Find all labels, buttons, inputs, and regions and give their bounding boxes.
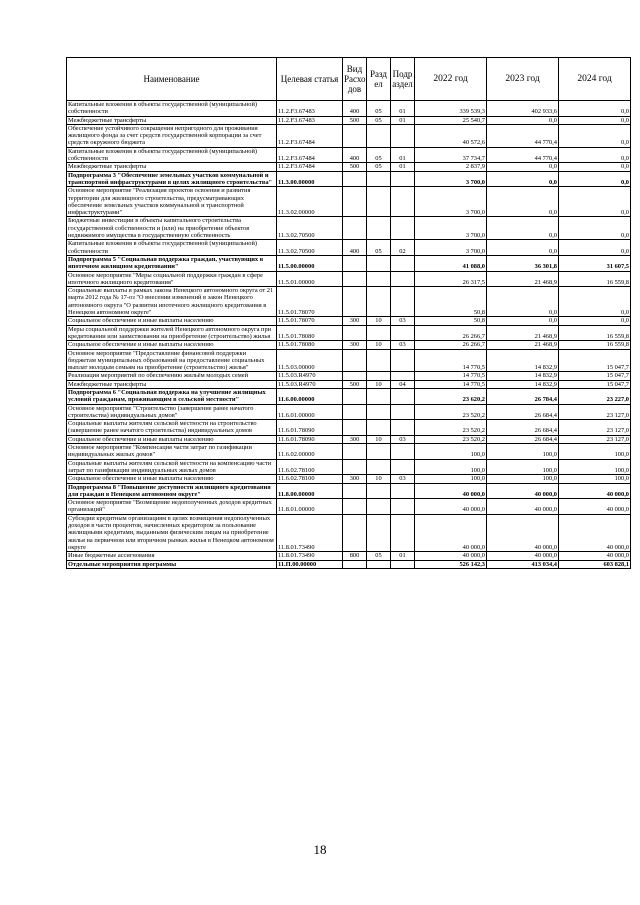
cell-expense-type <box>343 404 367 420</box>
cell-expense-type <box>343 271 367 287</box>
cell-name: Социальные выплаты жителям сельской местности на строительство (завершение ранее начатого строительства) индивидуальных домов <box>67 420 277 436</box>
cell-subsection: 03 <box>391 317 415 325</box>
cell-subsection: 01 <box>391 552 415 560</box>
table-row <box>67 388 631 404</box>
cell-name: Основное мероприятие "Реализация проектов освоения и развития территории для жилищного строительства, предусматривающих обеспечение земельных участков коммунальной и транспортной инфраструктурами" <box>67 187 277 217</box>
cell-year-2024: 23 127,0 <box>559 404 631 420</box>
cell-name: Подпрограмма 5 "Социальная поддержка граждан, участвующих в ипотечном жилищном кредитовании" <box>67 255 277 271</box>
cell-name: Иные бюджетные ассигнования <box>67 552 277 560</box>
cell-subsection <box>391 404 415 420</box>
cell-target-article: 11.2.F3.67483 <box>277 101 343 117</box>
cell-year-2024: 0,0 <box>559 171 631 187</box>
cell-target-article: 11.6.02.78100 <box>277 475 343 483</box>
cell-year-2023: 0,0 <box>487 240 559 256</box>
cell-name: Социальные выплаты жителям сельской местности на компенсацию части затрат по газификации индивидуальных жилых домов <box>67 459 277 475</box>
cell-subsection <box>391 271 415 287</box>
cell-year-2024: 40 000,0 <box>559 514 631 551</box>
cell-year-2022: 100,0 <box>415 459 487 475</box>
header-year-2023: 2023 год <box>487 58 559 101</box>
header-section: Разд ел <box>367 58 391 101</box>
table-row <box>67 287 631 317</box>
cell-name: Меры социальной поддержки жителей Ненецкого автономного округа при кредитовании или заимствовании на приобретение (строительство) жилья <box>67 325 277 341</box>
cell-year-2024: 0,0 <box>559 187 631 217</box>
cell-expense-type: 500 <box>343 163 367 171</box>
cell-target-article: 11.6.00.00000 <box>277 388 343 404</box>
cell-subsection: 04 <box>391 380 415 388</box>
cell-subsection <box>391 187 415 217</box>
table-row <box>67 325 631 341</box>
cell-expense-type <box>343 420 367 436</box>
cell-year-2022: 25 540,7 <box>415 116 487 124</box>
table-row <box>67 499 631 515</box>
cell-target-article: 11.2.F3.67484 <box>277 147 343 163</box>
table-row <box>67 116 631 124</box>
cell-section <box>367 287 391 317</box>
cell-year-2024: 31 607,5 <box>559 255 631 271</box>
table-row <box>67 124 631 147</box>
table-row <box>67 317 631 325</box>
cell-year-2023: 40 000,0 <box>487 483 559 499</box>
cell-target-article: 11.2.F3.67484 <box>277 163 343 171</box>
cell-expense-type: 300 <box>343 317 367 325</box>
cell-year-2024: 0,0 <box>559 163 631 171</box>
cell-subsection <box>391 255 415 271</box>
cell-year-2022: 3 700,0 <box>415 171 487 187</box>
cell-target-article: 11.6.01.78090 <box>277 420 343 436</box>
table-row <box>67 147 631 163</box>
cell-expense-type: 400 <box>343 101 367 117</box>
cell-section <box>367 349 391 372</box>
cell-expense-type: 500 <box>343 380 367 388</box>
cell-target-article: 11.6.02.78100 <box>277 459 343 475</box>
cell-year-2024: 40 000,0 <box>559 552 631 560</box>
cell-year-2024: 40 000,0 <box>559 499 631 515</box>
header-year-2024: 2024 год <box>559 58 631 101</box>
cell-section: 05 <box>367 163 391 171</box>
cell-year-2022: 40 000,0 <box>415 499 487 515</box>
cell-name: Основное мероприятие "Предоставление финансовой поддержки бюджетам муниципальных образований на предоставление социальных выплат молодым семьям на приобретение (строительство) жилья" <box>67 349 277 372</box>
cell-target-article: 11.5.03.R4970 <box>277 372 343 380</box>
cell-year-2022: 40 572,6 <box>415 124 487 147</box>
cell-section <box>367 560 391 568</box>
cell-section: 05 <box>367 147 391 163</box>
cell-expense-type: 300 <box>343 475 367 483</box>
cell-expense-type <box>343 187 367 217</box>
cell-section <box>367 420 391 436</box>
cell-section <box>367 499 391 515</box>
cell-subsection: 03 <box>391 475 415 483</box>
table-row <box>67 514 631 551</box>
header-expense-type: Вид Расхо дов <box>343 58 367 101</box>
cell-section <box>367 459 391 475</box>
cell-name: Капитальные вложения в объекты государственной (муниципальной) собственности <box>67 240 277 256</box>
cell-year-2023: 21 468,9 <box>487 341 559 349</box>
cell-expense-type <box>343 171 367 187</box>
cell-year-2022: 50,8 <box>415 287 487 317</box>
cell-year-2022: 23 520,2 <box>415 420 487 436</box>
cell-target-article: 11.5.00.00000 <box>277 255 343 271</box>
cell-target-article: 11.5.01.78070 <box>277 287 343 317</box>
cell-target-article: 11.6.02.00000 <box>277 444 343 460</box>
cell-expense-type <box>343 444 367 460</box>
cell-year-2023: 40 000,0 <box>487 514 559 551</box>
table-row <box>67 552 631 560</box>
cell-year-2023: 0,0 <box>487 116 559 124</box>
cell-year-2024: 0,0 <box>559 317 631 325</box>
cell-section: 10 <box>367 435 391 443</box>
cell-year-2023: 402 933,6 <box>487 101 559 117</box>
cell-subsection: 01 <box>391 163 415 171</box>
cell-year-2022: 14 770,5 <box>415 349 487 372</box>
cell-year-2024: 0,0 <box>559 240 631 256</box>
cell-target-article: 11.3.02.70500 <box>277 240 343 256</box>
cell-subsection <box>391 560 415 568</box>
cell-year-2023: 14 832,9 <box>487 349 559 372</box>
cell-year-2024: 100,0 <box>559 475 631 483</box>
cell-year-2022: 14 770,5 <box>415 372 487 380</box>
cell-year-2024: 0,0 <box>559 147 631 163</box>
cell-section <box>367 271 391 287</box>
cell-subsection: 01 <box>391 147 415 163</box>
cell-target-article: 11.2.F3.67484 <box>277 124 343 147</box>
cell-year-2024: 0,0 <box>559 124 631 147</box>
table-row <box>67 271 631 287</box>
table-row <box>67 101 631 117</box>
table-header-row <box>67 58 631 101</box>
cell-expense-type <box>343 217 367 240</box>
cell-year-2024: 15 047,7 <box>559 380 631 388</box>
cell-subsection <box>391 124 415 147</box>
cell-year-2024: 23 227,0 <box>559 388 631 404</box>
cell-year-2023: 26 784,4 <box>487 388 559 404</box>
cell-year-2022: 23 520,2 <box>415 404 487 420</box>
cell-year-2022: 2 837,9 <box>415 163 487 171</box>
table-row <box>67 483 631 499</box>
cell-expense-type: 300 <box>343 435 367 443</box>
cell-year-2022: 14 770,5 <box>415 380 487 388</box>
cell-section <box>367 483 391 499</box>
cell-year-2022: 37 734,7 <box>415 147 487 163</box>
cell-year-2023: 40 000,0 <box>487 499 559 515</box>
cell-year-2023: 0,0 <box>487 317 559 325</box>
cell-year-2022: 100,0 <box>415 475 487 483</box>
cell-year-2023: 0,0 <box>487 163 559 171</box>
cell-section <box>367 404 391 420</box>
cell-year-2022: 26 317,5 <box>415 271 487 287</box>
cell-year-2024: 0,0 <box>559 101 631 117</box>
cell-section: 10 <box>367 317 391 325</box>
cell-year-2024: 23 127,0 <box>559 420 631 436</box>
table-row <box>67 240 631 256</box>
cell-name: Субсидии кредитным организациям в целях возмещения недополученных доходов в части процентов, начисленных кредитором за пользование жилищными кредитами, выданными физическим лицам на приобретение жилья на первичном или вторичном рынках жилья в Ненецком автономном округе <box>67 514 277 551</box>
cell-year-2023: 0,0 <box>487 287 559 317</box>
header-target-article: Целевая статья <box>277 58 343 101</box>
cell-expense-type <box>343 124 367 147</box>
cell-year-2024: 23 127,0 <box>559 435 631 443</box>
cell-expense-type <box>343 514 367 551</box>
cell-expense-type <box>343 372 367 380</box>
cell-year-2023: 0,0 <box>487 217 559 240</box>
header-year-2022: 2022 год <box>415 58 487 101</box>
cell-expense-type <box>343 325 367 341</box>
cell-year-2022: 50,8 <box>415 317 487 325</box>
cell-year-2023: 0,0 <box>487 171 559 187</box>
cell-year-2023: 36 301,8 <box>487 255 559 271</box>
cell-name: Обеспечение устойчивого сокращения непригодного для проживания жилищного фонда за счет средств государственной корпорации за счет средств окружного бюджета <box>67 124 277 147</box>
cell-year-2022: 526 142,3 <box>415 560 487 568</box>
table-body <box>67 101 631 569</box>
cell-subsection: 03 <box>391 435 415 443</box>
cell-name: Социальное обеспечение и иные выплаты населению <box>67 317 277 325</box>
table-row <box>67 435 631 443</box>
cell-year-2023: 26 684,4 <box>487 404 559 420</box>
cell-name: Отдельные мероприятия программы <box>67 560 277 568</box>
cell-year-2023: 26 684,4 <box>487 420 559 436</box>
table-row <box>67 420 631 436</box>
cell-expense-type: 800 <box>343 552 367 560</box>
cell-section <box>367 187 391 217</box>
cell-target-article: 11.6.01.00000 <box>277 404 343 420</box>
cell-name: Социальное обеспечение и иные выплаты населению <box>67 341 277 349</box>
cell-target-article: 11.2.F3.67483 <box>277 116 343 124</box>
cell-year-2024: 15 047,7 <box>559 372 631 380</box>
table-row <box>67 163 631 171</box>
cell-year-2022: 23 620,2 <box>415 388 487 404</box>
cell-target-article: 11.5.03.R4970 <box>277 380 343 388</box>
cell-section: 05 <box>367 116 391 124</box>
cell-name: Подпрограмма 8 "Повышение доступности жилищного кредитования для граждан в Ненецком автономном округе" <box>67 483 277 499</box>
cell-expense-type: 500 <box>343 116 367 124</box>
cell-year-2023: 21 468,9 <box>487 325 559 341</box>
cell-expense-type <box>343 255 367 271</box>
cell-year-2023: 40 000,0 <box>487 552 559 560</box>
cell-expense-type: 300 <box>343 341 367 349</box>
cell-section <box>367 124 391 147</box>
cell-name: Основное мероприятие "Строительство (завершение ранее начатого строительства) индивидуальных домов" <box>67 404 277 420</box>
cell-name: Основное мероприятие "Компенсация части затрат по газификации индивидуальных жилых домов" <box>67 444 277 460</box>
cell-year-2024: 16 559,8 <box>559 271 631 287</box>
cell-subsection <box>391 287 415 317</box>
cell-target-article: 11.5.01.00000 <box>277 271 343 287</box>
cell-expense-type <box>343 349 367 372</box>
cell-section <box>367 388 391 404</box>
cell-year-2023: 413 034,4 <box>487 560 559 568</box>
cell-year-2023: 14 832,9 <box>487 372 559 380</box>
cell-target-article: 11.5.03.00000 <box>277 349 343 372</box>
table-row <box>67 444 631 460</box>
table-row <box>67 459 631 475</box>
cell-subsection <box>391 420 415 436</box>
cell-target-article: 11.8.00.00000 <box>277 483 343 499</box>
cell-subsection <box>391 388 415 404</box>
cell-target-article: 11.П.00.00000 <box>277 560 343 568</box>
cell-name: Подпрограмма 3 "Обеспечение земельных участков коммунальной и транспортной инфраструктурами в целях жилищного строительства" <box>67 171 277 187</box>
table-row <box>67 255 631 271</box>
cell-name: Реализация мероприятий по обеспечению жильём молодых семей <box>67 372 277 380</box>
cell-expense-type: 400 <box>343 147 367 163</box>
cell-year-2022: 41 088,0 <box>415 255 487 271</box>
cell-subsection <box>391 217 415 240</box>
cell-subsection <box>391 372 415 380</box>
budget-table <box>66 57 631 569</box>
cell-year-2022: 339 539,3 <box>415 101 487 117</box>
cell-year-2023: 0,0 <box>487 187 559 217</box>
cell-subsection <box>391 514 415 551</box>
cell-year-2022: 23 520,2 <box>415 435 487 443</box>
cell-section: 10 <box>367 341 391 349</box>
cell-year-2024: 0,0 <box>559 287 631 317</box>
cell-section <box>367 171 391 187</box>
cell-year-2022: 40 000,0 <box>415 552 487 560</box>
cell-section: 10 <box>367 380 391 388</box>
cell-name: Основное мероприятие "Возмещение недополученных доходов кредитных организаций" <box>67 499 277 515</box>
cell-target-article: 11.8.01.73490 <box>277 552 343 560</box>
cell-expense-type <box>343 560 367 568</box>
cell-year-2022: 3 700,0 <box>415 187 487 217</box>
cell-expense-type <box>343 499 367 515</box>
cell-name: Межбюджетные трансферты <box>67 116 277 124</box>
cell-section: 05 <box>367 552 391 560</box>
cell-subsection: 01 <box>391 116 415 124</box>
cell-year-2022: 100,0 <box>415 444 487 460</box>
cell-name: Социальное обеспечение и иные выплаты населению <box>67 475 277 483</box>
cell-target-article: 11.3.00.00000 <box>277 171 343 187</box>
cell-section <box>367 217 391 240</box>
cell-section: 10 <box>367 475 391 483</box>
cell-target-article: 11.3.02.00000 <box>277 187 343 217</box>
cell-section: 05 <box>367 101 391 117</box>
cell-name: Межбюджетные трансферты <box>67 380 277 388</box>
table-row <box>67 380 631 388</box>
cell-subsection: 01 <box>391 101 415 117</box>
cell-year-2023: 44 770,4 <box>487 147 559 163</box>
cell-year-2023: 44 770,4 <box>487 124 559 147</box>
table-row <box>67 372 631 380</box>
cell-year-2023: 14 832,9 <box>487 380 559 388</box>
cell-name: Капитальные вложения в объекты государственной (муниципальной) собственности <box>67 147 277 163</box>
table-row <box>67 171 631 187</box>
cell-target-article: 11.3.02.70500 <box>277 217 343 240</box>
cell-subsection <box>391 325 415 341</box>
cell-year-2024: 15 047,7 <box>559 349 631 372</box>
table-row <box>67 404 631 420</box>
cell-year-2024: 16 559,8 <box>559 341 631 349</box>
cell-year-2023: 21 468,9 <box>487 271 559 287</box>
cell-expense-type <box>343 459 367 475</box>
cell-subsection <box>391 171 415 187</box>
cell-year-2022: 3 700,0 <box>415 217 487 240</box>
cell-target-article: 11.5.01.78070 <box>277 317 343 325</box>
cell-year-2022: 26 266,7 <box>415 325 487 341</box>
cell-year-2024: 16 559,8 <box>559 325 631 341</box>
cell-year-2023: 100,0 <box>487 444 559 460</box>
cell-target-article: 11.5.01.78080 <box>277 341 343 349</box>
cell-year-2024: 100,0 <box>559 444 631 460</box>
cell-section <box>367 325 391 341</box>
cell-year-2022: 40 000,0 <box>415 514 487 551</box>
cell-subsection <box>391 444 415 460</box>
cell-section <box>367 372 391 380</box>
header-name: Наименование <box>67 58 277 101</box>
cell-subsection <box>391 483 415 499</box>
header-subsection: Подр аздел <box>391 58 415 101</box>
cell-target-article: 11.5.01.78080 <box>277 325 343 341</box>
cell-expense-type <box>343 287 367 317</box>
cell-expense-type: 400 <box>343 240 367 256</box>
cell-year-2023: 100,0 <box>487 475 559 483</box>
cell-year-2024: 100,0 <box>559 459 631 475</box>
cell-section <box>367 255 391 271</box>
cell-year-2024: 40 000,0 <box>559 483 631 499</box>
cell-year-2024: 603 828,1 <box>559 560 631 568</box>
page-number: 18 <box>313 842 327 857</box>
cell-year-2023: 26 684,4 <box>487 435 559 443</box>
cell-target-article: 11.8.01.00000 <box>277 499 343 515</box>
cell-year-2024: 0,0 <box>559 116 631 124</box>
table-row <box>67 187 631 217</box>
cell-year-2023: 100,0 <box>487 459 559 475</box>
table-row <box>67 475 631 483</box>
cell-subsection: 02 <box>391 240 415 256</box>
cell-subsection <box>391 349 415 372</box>
table-row <box>67 349 631 372</box>
cell-expense-type <box>343 388 367 404</box>
table-row <box>67 341 631 349</box>
cell-name: Подпрограмма 6 "Социальная поддержка на улучшение жилищных условий гражданам, проживающим в сельской местности" <box>67 388 277 404</box>
cell-target-article: 11.6.01.78090 <box>277 435 343 443</box>
cell-year-2022: 40 000,0 <box>415 483 487 499</box>
cell-target-article: 11.8.01.73490 <box>277 514 343 551</box>
cell-subsection: 03 <box>391 341 415 349</box>
cell-subsection <box>391 459 415 475</box>
cell-section: 05 <box>367 240 391 256</box>
cell-expense-type <box>343 483 367 499</box>
table-row <box>67 560 631 568</box>
cell-name: Бюджетные инвестиции в объекты капитального строительства государственной собственности и (или) на приобретение объектов недвижимого имущества в государственную собственность <box>67 217 277 240</box>
cell-subsection <box>391 499 415 515</box>
cell-name: Основное мероприятие "Меры социальной поддержки граждан в сфере ипотечного жилищного кредитования" <box>67 271 277 287</box>
cell-year-2022: 3 700,0 <box>415 240 487 256</box>
table-row <box>67 217 631 240</box>
cell-year-2022: 26 266,7 <box>415 341 487 349</box>
cell-section <box>367 444 391 460</box>
cell-name: Капитальные вложения в объекты государственной (муниципальной) собственности <box>67 101 277 117</box>
cell-name: Социальные выплаты в рамках закона Ненецкого автономного округа от 21 марта 2012 года № 17-оз "О внесении изменений в закон Ненецкого автономного округа "О развитии ипотечного жилищного кредитования в Ненецком автономном округе" <box>67 287 277 317</box>
cell-name: Социальное обеспечение и иные выплаты населению <box>67 435 277 443</box>
cell-year-2024: 0,0 <box>559 217 631 240</box>
cell-name: Межбюджетные трансферты <box>67 163 277 171</box>
cell-section <box>367 514 391 551</box>
